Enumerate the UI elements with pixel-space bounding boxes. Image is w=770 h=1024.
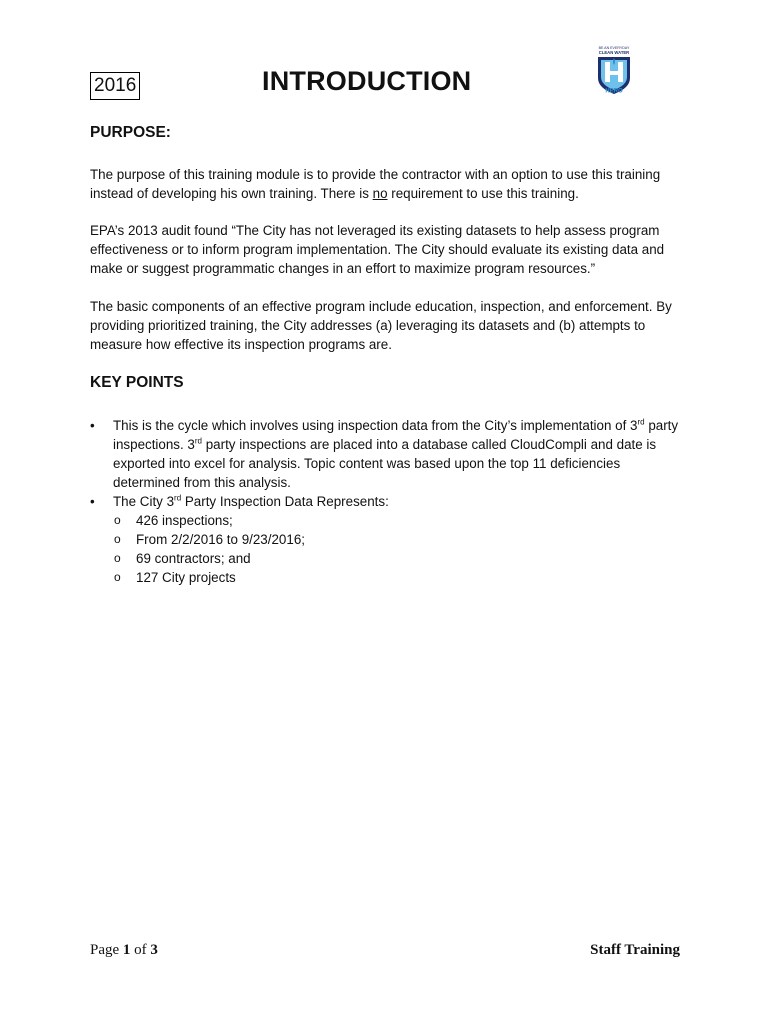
purpose-paragraph-2: EPA’s 2013 audit found “The City has not leveraged its existing datasets to help assess program effectiveness or to inform program implementation. The City should evaluate its existing data and make or suggest programmatic changes in an effort to maximize program resources.” [90,223,665,276]
footer-title: Staff Training [590,942,680,958]
sub-list-item [90,511,690,530]
purpose-heading: PURPOSE: [90,124,171,141]
circle-bullet-icon: o [114,570,121,584]
key-point-2 [90,492,690,511]
page-current: 1 [122,942,131,958]
bullet-dot-icon: • [90,494,95,509]
key-point-1 [90,416,690,492]
page-prefix: Page [90,942,123,958]
page-of: of [130,942,151,958]
key-point-1-sup-a: rd [637,417,645,427]
sub-list-item [90,530,690,549]
key-point-2-sublist [90,511,690,587]
sub-item-text: 127 City projects [136,570,236,585]
key-point-1-text-c: party inspections are placed into a database called CloudCompli and date is exported into excel for analysis. Topic content was based upon the top 11 deficiencies determined from this analysis. [113,437,657,490]
clean-water-hero-logo [592,44,636,96]
purpose-p1-underlined: no [372,186,388,201]
sub-item-text: From 2/2/2016 to 9/23/2016; [136,532,305,547]
purpose-p1-before: The purpose of this training module is to provide the contractor with an option to use this training instead of developing his own training. There is [90,167,661,201]
purpose-paragraph-3: The basic components of an effective program include education, inspection, and enforcement. By providing prioritized training, the City addresses (a) leveraging its datasets and (b) attempts to measure how effective its inspection programs are. [90,299,672,352]
purpose-p1-after: requirement to use this training. [387,186,579,201]
key-point-2-text-a: The City 3 [113,494,175,509]
sub-item-text: 426 inspections; [136,513,233,528]
circle-bullet-icon: o [114,551,121,565]
key-point-1-text-a: This is the cycle which involves using inspection data from the City’s implementation of 3 [113,418,638,433]
sub-item-text: 69 contractors; and [136,551,251,566]
key-points-list [90,416,690,587]
page-title: INTRODUCTION [262,66,472,96]
year-label: 2016 [90,72,140,100]
key-points-heading: KEY POINTS [90,374,184,391]
sub-list-item [90,549,690,568]
purpose-paragraph-1 [90,165,690,203]
logo-line1: BE AN EVERYDAY [598,46,630,50]
bullet-dot-icon: • [90,418,95,433]
sub-list-item [90,568,690,587]
logo-line2: CLEAN WATER [598,50,630,55]
key-point-2-text-b: Party Inspection Data Represents: [181,494,389,509]
key-point-1-sup-b: rd [194,436,203,446]
key-point-2-sup: rd [174,493,182,503]
key-point-1-text-b: party inspections. 3 [113,418,679,452]
logo-line3: HERO [605,88,623,95]
page-number [90,942,158,959]
circle-bullet-icon: o [114,513,121,527]
page-total: 3 [150,942,158,958]
circle-bullet-icon: o [114,532,121,546]
